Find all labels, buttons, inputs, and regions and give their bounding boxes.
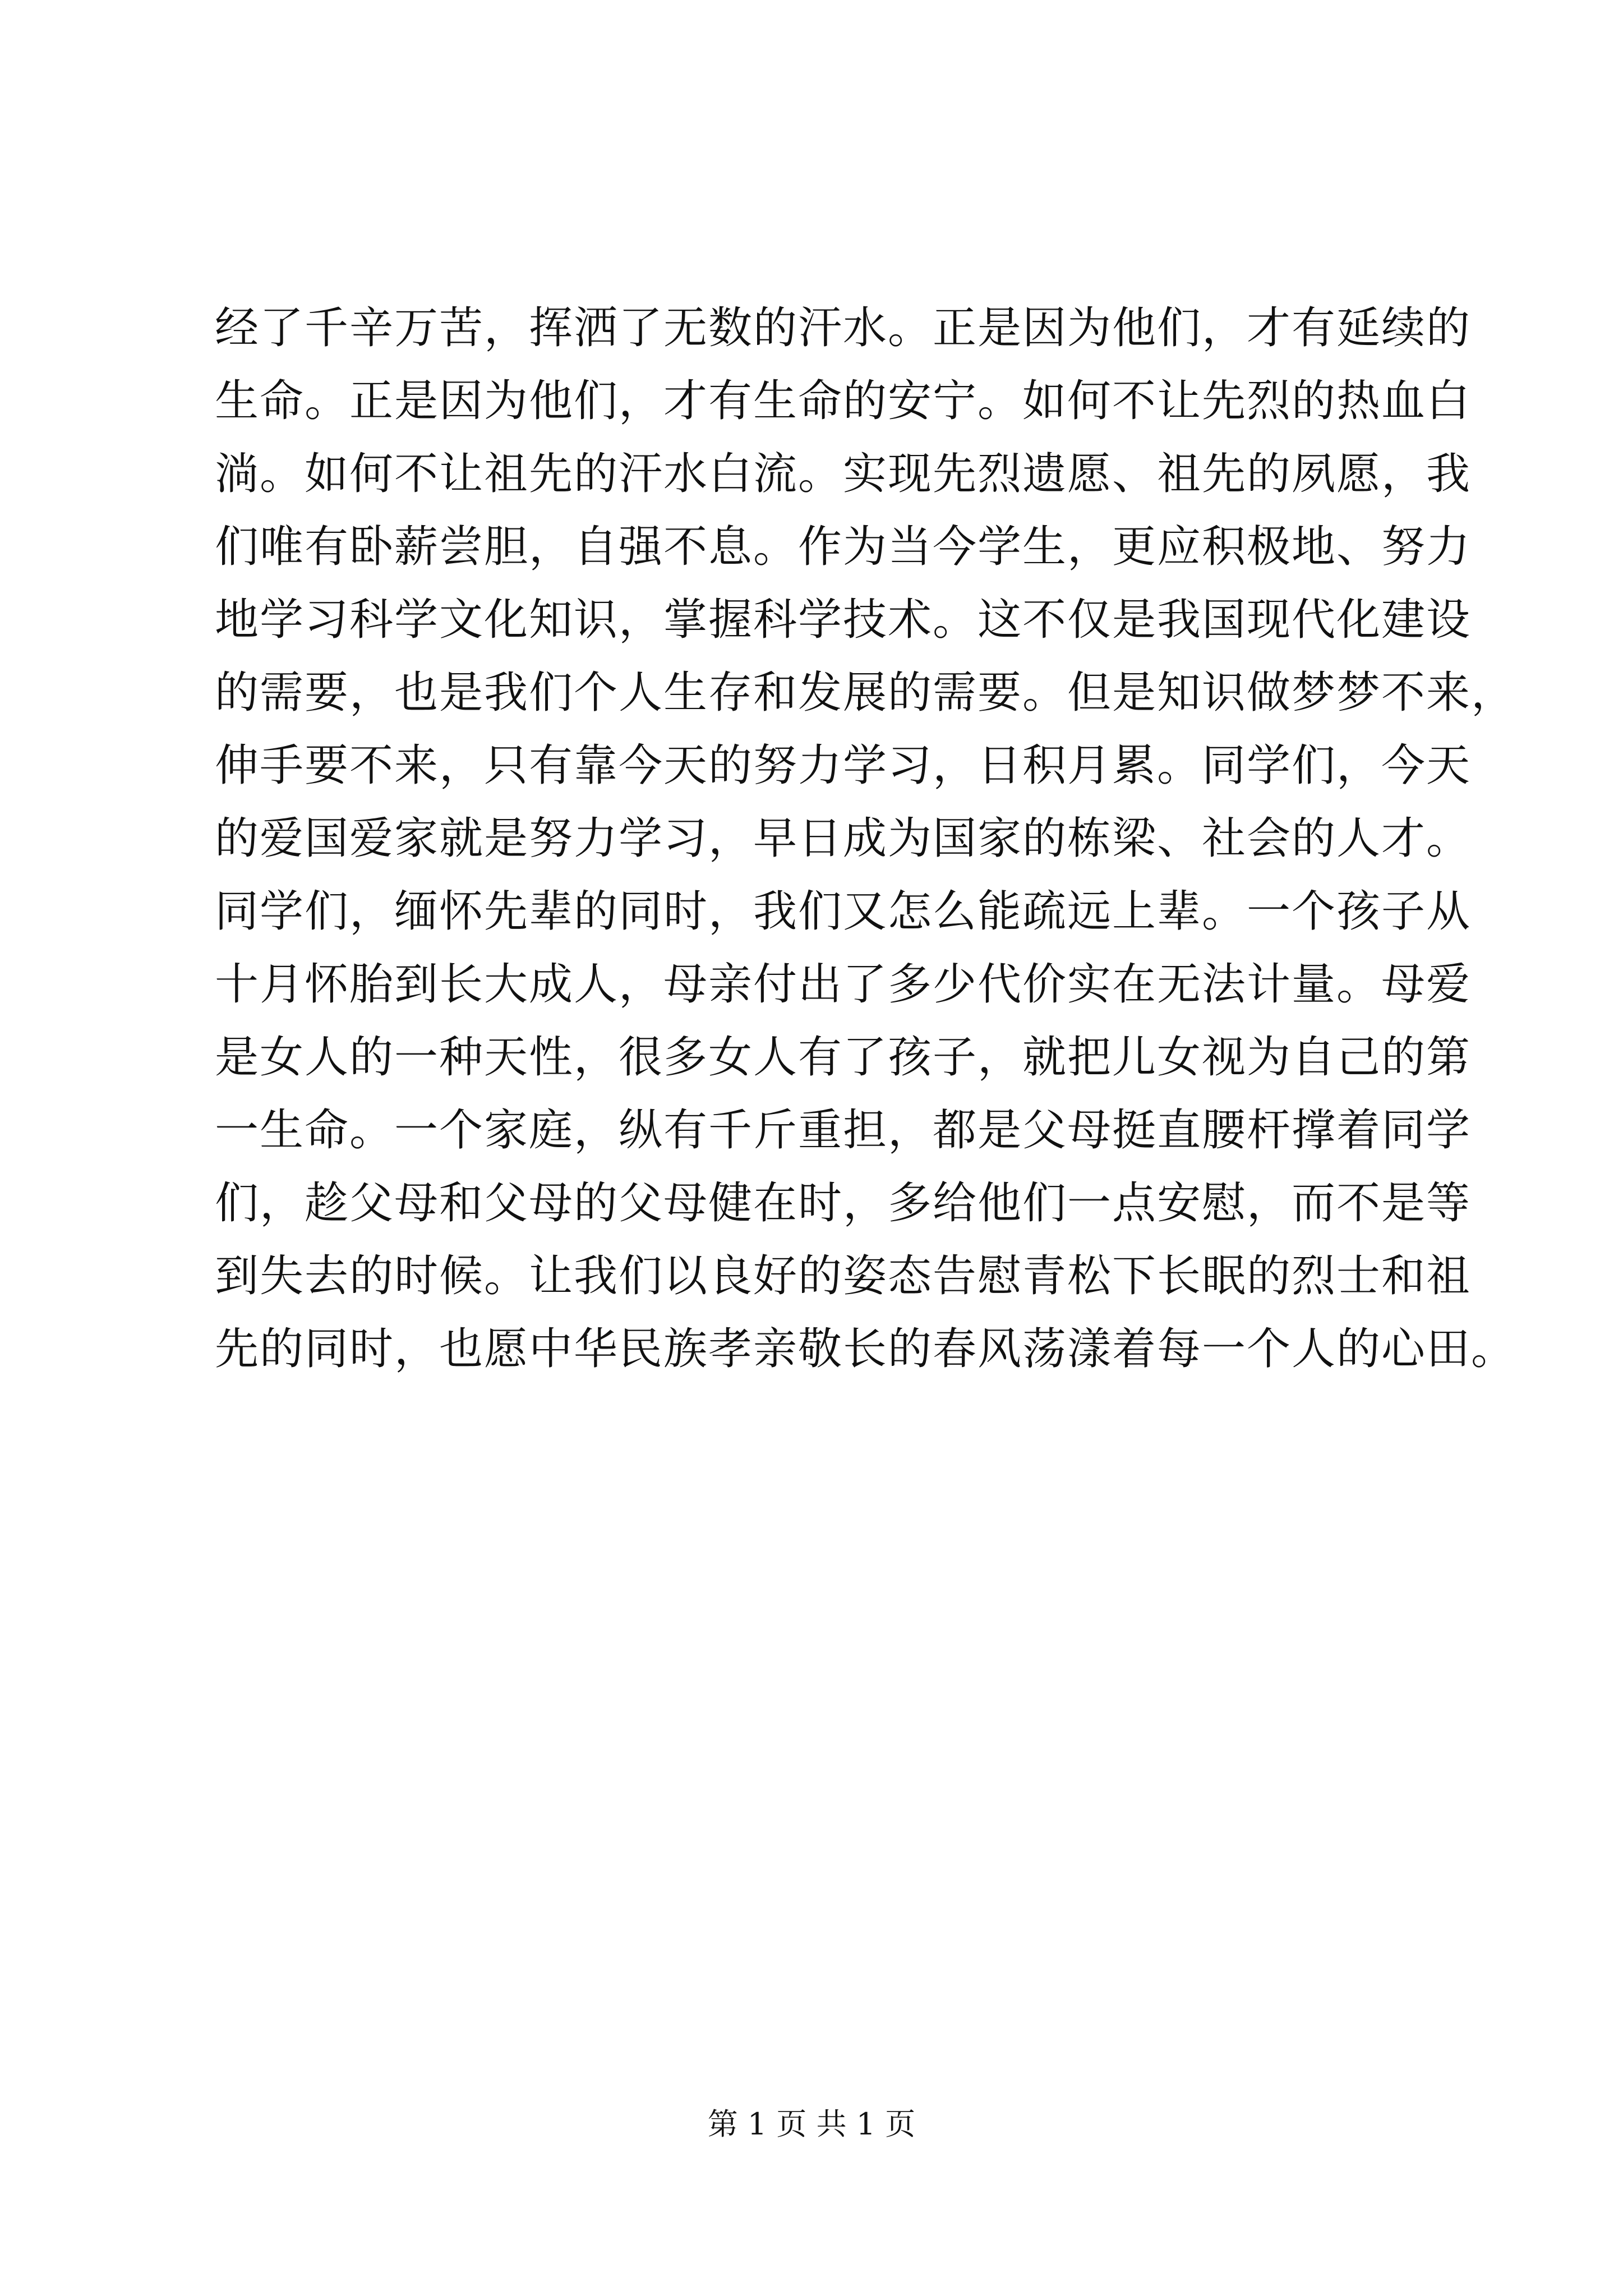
page-footer: 第 1 页 共 1 页 — [707, 2106, 916, 2142]
text-line: 先的同时，也愿中华民族孝亲敬长的春风荡漾着每一个人的心田。 — [215, 1324, 1516, 1374]
text-line: 生命。正是因为他们，才有生命的安宁。如何不让先烈的热血白 — [215, 376, 1472, 426]
text-line: 地学习科学文化知识，掌握科学技术。这不仅是我国现代化建设 — [215, 595, 1472, 645]
text-line: 淌。如何不让祖先的汗水白流。实现先烈遗愿、祖先的夙愿，我 — [215, 449, 1472, 499]
text-line: 经了千辛万苦，挥洒了无数的汗水。正是因为他们，才有延续的 — [215, 303, 1472, 353]
text-line: 们，趁父母和父母的父母健在时，多给他们一点安慰，而不是等 — [215, 1178, 1472, 1228]
text-line: 十月怀胎到长大成人，母亲付出了多少代价实在无法计量。母爱 — [215, 959, 1472, 1010]
text-line: 伸手要不来，只有靠今天的努力学习，日积月累。同学们，今天 — [215, 740, 1472, 791]
body-text — [215, 292, 1516, 1386]
text-line: 一生命。一个家庭，纵有千斤重担，都是父母挺直腰杆撑着同学 — [215, 1105, 1472, 1156]
text-line: 的需要，也是我们个人生存和发展的需要。但是知识做梦梦不来， — [215, 668, 1516, 718]
text-line: 的爱国爱家就是努力学习，早日成为国家的栋梁、社会的人才。 — [215, 813, 1472, 864]
text-line: 到失去的时候。让我们以良好的姿态告慰青松下长眠的烈士和祖 — [215, 1251, 1472, 1301]
text-line: 是女人的一种天性，很多女人有了孩子，就把儿女视为自己的第 — [215, 1032, 1472, 1083]
text-line: 们唯有卧薪尝胆，自强不息。作为当今学生，更应积极地、努力 — [215, 522, 1472, 572]
text-line: 同学们，缅怀先辈的同时，我们又怎么能疏远上辈。一个孩子从 — [215, 886, 1472, 937]
